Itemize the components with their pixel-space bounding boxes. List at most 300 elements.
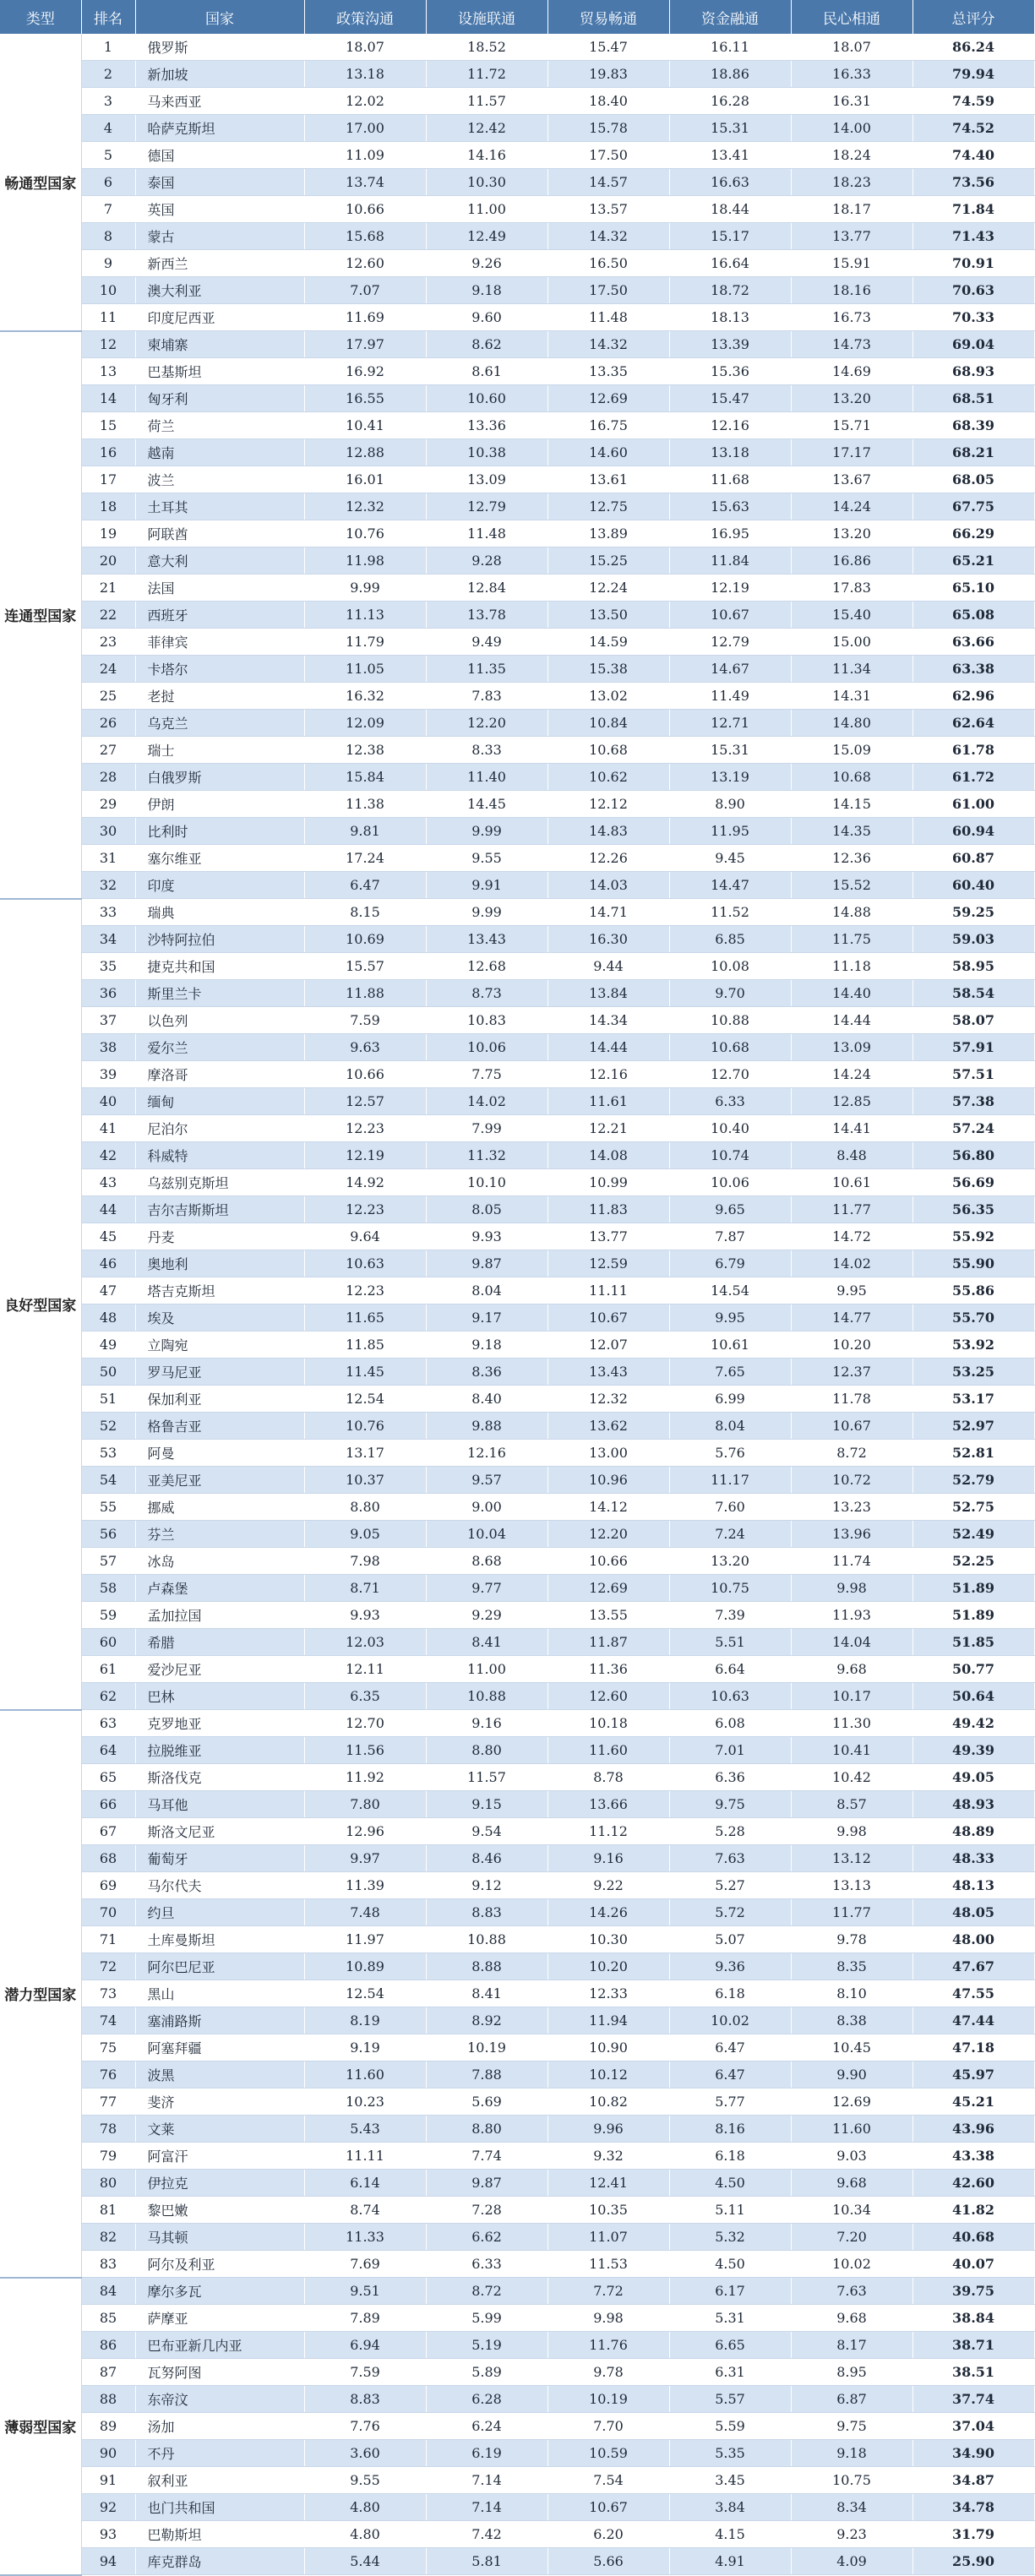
cell-policy: 18.07: [304, 34, 426, 61]
cell-facilities: 9.49: [426, 629, 547, 656]
cell-country: 阿尔及利亚: [135, 2251, 304, 2278]
cell-rank: 35: [81, 953, 135, 980]
cell-facilities: 12.20: [426, 710, 547, 737]
table-row: [0, 2143, 1034, 2170]
cell-total: 58.07: [912, 1007, 1034, 1034]
cell-rank: 52: [81, 1413, 135, 1440]
cell-people: 11.30: [791, 1710, 912, 1737]
cell-finance: 3.84: [669, 2494, 791, 2521]
cell-rank: 78: [81, 2116, 135, 2143]
cell-rank: 60: [81, 1629, 135, 1656]
cell-trade: 9.32: [547, 2143, 669, 2170]
cell-policy: 8.83: [304, 2386, 426, 2413]
cell-people: 14.15: [791, 791, 912, 818]
cell-total: 58.54: [912, 980, 1034, 1007]
cell-total: 86.24: [912, 34, 1034, 61]
cell-people: 17.17: [791, 439, 912, 466]
cell-trade: 13.89: [547, 520, 669, 547]
cell-finance: 11.84: [669, 547, 791, 575]
table-row: [0, 466, 1034, 493]
cell-finance: 8.90: [669, 791, 791, 818]
cell-total: 55.92: [912, 1223, 1034, 1250]
cell-policy: 12.54: [304, 1386, 426, 1413]
cell-rank: 85: [81, 2305, 135, 2332]
cell-facilities: 8.40: [426, 1386, 547, 1413]
table-row: [0, 1277, 1034, 1304]
cell-facilities: 10.04: [426, 1521, 547, 1548]
cell-finance: 16.95: [669, 520, 791, 547]
table-row: [0, 1575, 1034, 1602]
cell-total: 57.38: [912, 1088, 1034, 1115]
cell-people: 8.10: [791, 1980, 912, 2007]
cell-facilities: 9.91: [426, 872, 547, 899]
cell-finance: 13.39: [669, 331, 791, 358]
cell-total: 50.64: [912, 1683, 1034, 1710]
cell-trade: 5.66: [547, 2548, 669, 2575]
cell-country: 越南: [135, 439, 304, 466]
table-row: [0, 1548, 1034, 1575]
cell-people: 11.93: [791, 1602, 912, 1629]
cell-policy: 15.57: [304, 953, 426, 980]
cell-trade: 7.72: [547, 2278, 669, 2305]
table-row: [0, 2116, 1034, 2143]
table-row: [0, 2170, 1034, 2197]
cell-policy: 13.74: [304, 169, 426, 196]
table-row: [0, 872, 1034, 899]
cell-finance: 10.88: [669, 1007, 791, 1034]
cell-finance: 6.36: [669, 1764, 791, 1791]
cell-country: 瓦努阿图: [135, 2359, 304, 2386]
cell-facilities: 9.18: [426, 1332, 547, 1359]
cell-rank: 79: [81, 2143, 135, 2170]
cell-country: 黑山: [135, 1980, 304, 2007]
table-row: [0, 1034, 1034, 1061]
cell-policy: 8.71: [304, 1575, 426, 1602]
cell-trade: 14.32: [547, 331, 669, 358]
cell-facilities: 7.14: [426, 2467, 547, 2494]
cell-facilities: 12.68: [426, 953, 547, 980]
cell-facilities: 14.02: [426, 1088, 547, 1115]
cell-policy: 11.13: [304, 602, 426, 629]
cell-facilities: 9.87: [426, 2170, 547, 2197]
cell-total: 47.55: [912, 1980, 1034, 2007]
cell-rank: 41: [81, 1115, 135, 1142]
cell-total: 68.21: [912, 439, 1034, 466]
cell-country: 泰国: [135, 169, 304, 196]
cell-total: 49.39: [912, 1737, 1034, 1764]
cell-rank: 75: [81, 2034, 135, 2061]
cell-trade: 12.59: [547, 1250, 669, 1277]
cell-country: 萨摩亚: [135, 2305, 304, 2332]
cell-country: 俄罗斯: [135, 34, 304, 61]
cell-facilities: 9.99: [426, 899, 547, 926]
cell-country: 保加利亚: [135, 1386, 304, 1413]
cell-rank: 3: [81, 88, 135, 115]
cell-policy: 10.66: [304, 196, 426, 223]
cell-country: 卢森堡: [135, 1575, 304, 1602]
table-row: [0, 223, 1034, 250]
table-row: [0, 385, 1034, 412]
cell-rank: 40: [81, 1088, 135, 1115]
cell-rank: 82: [81, 2224, 135, 2251]
cell-rank: 18: [81, 493, 135, 520]
cell-people: 14.24: [791, 1061, 912, 1088]
cell-policy: 11.98: [304, 547, 426, 575]
cell-policy: 12.70: [304, 1710, 426, 1737]
cell-rank: 47: [81, 1277, 135, 1304]
cell-finance: 6.99: [669, 1386, 791, 1413]
group-type-label: 薄弱型国家: [0, 2278, 81, 2575]
cell-country: 阿尔巴尼亚: [135, 1953, 304, 1980]
cell-facilities: 7.75: [426, 1061, 547, 1088]
cell-rank: 16: [81, 439, 135, 466]
cell-rank: 66: [81, 1791, 135, 1818]
table-row: [0, 61, 1034, 88]
cell-finance: 13.18: [669, 439, 791, 466]
cell-people: 15.91: [791, 250, 912, 277]
cell-trade: 13.62: [547, 1413, 669, 1440]
cell-finance: 4.50: [669, 2251, 791, 2278]
cell-finance: 7.60: [669, 1494, 791, 1521]
header-facilities: 设施联通: [426, 0, 547, 34]
cell-people: 10.75: [791, 2467, 912, 2494]
cell-policy: 7.76: [304, 2413, 426, 2440]
table-row: [0, 2359, 1034, 2386]
cell-country: 约旦: [135, 1899, 304, 1926]
cell-rank: 21: [81, 575, 135, 602]
cell-trade: 12.21: [547, 1115, 669, 1142]
cell-people: 8.95: [791, 2359, 912, 2386]
cell-facilities: 8.62: [426, 331, 547, 358]
table-body: [0, 34, 1034, 2575]
cell-trade: 14.26: [547, 1899, 669, 1926]
table-row: [0, 196, 1034, 223]
cell-facilities: 11.57: [426, 88, 547, 115]
cell-policy: 12.54: [304, 1980, 426, 2007]
cell-trade: 12.33: [547, 1980, 669, 2007]
cell-facilities: 6.28: [426, 2386, 547, 2413]
cell-total: 57.51: [912, 1061, 1034, 1088]
cell-people: 18.16: [791, 277, 912, 304]
table-row: [0, 2089, 1034, 2116]
cell-country: 摩尔多瓦: [135, 2278, 304, 2305]
table-row: [0, 1304, 1034, 1332]
cell-rank: 54: [81, 1467, 135, 1494]
cell-trade: 14.59: [547, 629, 669, 656]
cell-trade: 14.83: [547, 818, 669, 845]
cell-total: 70.91: [912, 250, 1034, 277]
cell-trade: 16.75: [547, 412, 669, 439]
cell-total: 51.89: [912, 1602, 1034, 1629]
cell-country: 斯洛伐克: [135, 1764, 304, 1791]
cell-rank: 2: [81, 61, 135, 88]
cell-country: 亚美尼亚: [135, 1467, 304, 1494]
cell-rank: 43: [81, 1169, 135, 1196]
cell-trade: 10.12: [547, 2061, 669, 2089]
cell-policy: 9.93: [304, 1602, 426, 1629]
cell-policy: 11.65: [304, 1304, 426, 1332]
cell-finance: 6.33: [669, 1088, 791, 1115]
cell-trade: 15.25: [547, 547, 669, 575]
cell-people: 9.95: [791, 1277, 912, 1304]
table-row: [0, 683, 1034, 710]
cell-policy: 9.05: [304, 1521, 426, 1548]
cell-policy: 12.23: [304, 1196, 426, 1223]
cell-facilities: 11.00: [426, 1656, 547, 1683]
cell-policy: 16.01: [304, 466, 426, 493]
cell-people: 13.67: [791, 466, 912, 493]
cell-trade: 11.53: [547, 2251, 669, 2278]
cell-total: 52.81: [912, 1440, 1034, 1467]
cell-policy: 12.23: [304, 1277, 426, 1304]
table-row: [0, 2197, 1034, 2224]
table-row: [0, 1386, 1034, 1413]
cell-people: 9.98: [791, 1818, 912, 1845]
cell-total: 55.70: [912, 1304, 1034, 1332]
cell-policy: 11.97: [304, 1926, 426, 1953]
cell-facilities: 11.72: [426, 61, 547, 88]
cell-rank: 26: [81, 710, 135, 737]
cell-country: 缅甸: [135, 1088, 304, 1115]
cell-facilities: 8.80: [426, 2116, 547, 2143]
cell-policy: 6.14: [304, 2170, 426, 2197]
cell-total: 56.80: [912, 1142, 1034, 1169]
cell-finance: 15.17: [669, 223, 791, 250]
cell-rank: 9: [81, 250, 135, 277]
cell-country: 匈牙利: [135, 385, 304, 412]
cell-total: 48.89: [912, 1818, 1034, 1845]
cell-country: 塞浦路斯: [135, 2007, 304, 2034]
cell-rank: 87: [81, 2359, 135, 2386]
cell-facilities: 12.49: [426, 223, 547, 250]
cell-country: 印度: [135, 872, 304, 899]
cell-facilities: 9.18: [426, 277, 547, 304]
table-row: [0, 899, 1034, 926]
cell-facilities: 8.80: [426, 1737, 547, 1764]
table-row: [0, 277, 1034, 304]
cell-country: 格鲁吉亚: [135, 1413, 304, 1440]
table-row: [0, 1818, 1034, 1845]
cell-finance: 5.51: [669, 1629, 791, 1656]
table-row: [0, 88, 1034, 115]
header-people: 民心相通: [791, 0, 912, 34]
cell-finance: 8.16: [669, 2116, 791, 2143]
cell-total: 43.38: [912, 2143, 1034, 2170]
cell-finance: 13.41: [669, 142, 791, 169]
cell-facilities: 11.57: [426, 1764, 547, 1791]
cell-country: 也门共和国: [135, 2494, 304, 2521]
cell-people: 14.35: [791, 818, 912, 845]
cell-finance: 7.01: [669, 1737, 791, 1764]
table-row: [0, 1899, 1034, 1926]
cell-trade: 13.43: [547, 1359, 669, 1386]
cell-rank: 56: [81, 1521, 135, 1548]
header-total: 总评分: [912, 0, 1034, 34]
cell-total: 42.60: [912, 2170, 1034, 2197]
cell-rank: 39: [81, 1061, 135, 1088]
cell-total: 68.05: [912, 466, 1034, 493]
cell-finance: 5.59: [669, 2413, 791, 2440]
cell-people: 14.69: [791, 358, 912, 385]
cell-country: 马来西亚: [135, 88, 304, 115]
group-type-label: 畅通型国家: [0, 34, 81, 331]
cell-facilities: 10.60: [426, 385, 547, 412]
table-row: [0, 1142, 1034, 1169]
cell-rank: 53: [81, 1440, 135, 1467]
cell-rank: 94: [81, 2548, 135, 2575]
cell-rank: 19: [81, 520, 135, 547]
cell-total: 47.18: [912, 2034, 1034, 2061]
table-row: [0, 115, 1034, 142]
cell-country: 丹麦: [135, 1223, 304, 1250]
cell-people: 15.40: [791, 602, 912, 629]
cell-trade: 11.87: [547, 1629, 669, 1656]
cell-policy: 7.69: [304, 2251, 426, 2278]
cell-rank: 10: [81, 277, 135, 304]
cell-facilities: 7.99: [426, 1115, 547, 1142]
cell-finance: 7.65: [669, 1359, 791, 1386]
cell-rank: 23: [81, 629, 135, 656]
cell-finance: 13.19: [669, 764, 791, 791]
table-row: [0, 926, 1034, 953]
table-row: [0, 1115, 1034, 1142]
table-row: [0, 1980, 1034, 2007]
cell-total: 60.94: [912, 818, 1034, 845]
cell-finance: 6.65: [669, 2332, 791, 2359]
cell-finance: 5.27: [669, 1872, 791, 1899]
cell-country: 柬埔寨: [135, 331, 304, 358]
cell-total: 52.49: [912, 1521, 1034, 1548]
cell-finance: 14.67: [669, 656, 791, 683]
cell-trade: 12.12: [547, 791, 669, 818]
table-row: [0, 737, 1034, 764]
cell-rank: 62: [81, 1683, 135, 1710]
cell-policy: 11.38: [304, 791, 426, 818]
cell-finance: 6.47: [669, 2061, 791, 2089]
table-row: [0, 602, 1034, 629]
cell-rank: 70: [81, 1899, 135, 1926]
cell-policy: 11.39: [304, 1872, 426, 1899]
cell-rank: 73: [81, 1980, 135, 2007]
cell-finance: 3.45: [669, 2467, 791, 2494]
cell-policy: 11.69: [304, 304, 426, 331]
cell-total: 34.78: [912, 2494, 1034, 2521]
cell-finance: 15.31: [669, 115, 791, 142]
cell-policy: 12.57: [304, 1088, 426, 1115]
cell-facilities: 6.19: [426, 2440, 547, 2467]
cell-policy: 4.80: [304, 2494, 426, 2521]
table-row: [0, 547, 1034, 575]
table-row: [0, 1250, 1034, 1277]
cell-total: 65.21: [912, 547, 1034, 575]
cell-trade: 17.50: [547, 277, 669, 304]
cell-finance: 16.11: [669, 34, 791, 61]
table-row: [0, 1440, 1034, 1467]
cell-facilities: 5.99: [426, 2305, 547, 2332]
cell-finance: 15.47: [669, 385, 791, 412]
cell-finance: 6.31: [669, 2359, 791, 2386]
cell-facilities: 10.38: [426, 439, 547, 466]
cell-total: 69.04: [912, 331, 1034, 358]
cell-facilities: 14.16: [426, 142, 547, 169]
cell-country: 哈萨克斯坦: [135, 115, 304, 142]
cell-country: 斯里兰卡: [135, 980, 304, 1007]
cell-people: 18.07: [791, 34, 912, 61]
cell-rank: 34: [81, 926, 135, 953]
table-row: [0, 1656, 1034, 1683]
cell-rank: 46: [81, 1250, 135, 1277]
cell-trade: 13.50: [547, 602, 669, 629]
cell-finance: 7.87: [669, 1223, 791, 1250]
cell-rank: 27: [81, 737, 135, 764]
cell-country: 斐济: [135, 2089, 304, 2116]
cell-rank: 13: [81, 358, 135, 385]
cell-rank: 67: [81, 1818, 135, 1845]
cell-people: 13.77: [791, 223, 912, 250]
cell-finance: 14.47: [669, 872, 791, 899]
cell-policy: 10.37: [304, 1467, 426, 1494]
cell-facilities: 10.88: [426, 1926, 547, 1953]
cell-trade: 11.94: [547, 2007, 669, 2034]
cell-country: 葡萄牙: [135, 1845, 304, 1872]
cell-rank: 38: [81, 1034, 135, 1061]
cell-people: 8.38: [791, 2007, 912, 2034]
cell-total: 70.33: [912, 304, 1034, 331]
cell-total: 52.79: [912, 1467, 1034, 1494]
cell-finance: 6.08: [669, 1710, 791, 1737]
cell-facilities: 8.72: [426, 2278, 547, 2305]
cell-people: 14.73: [791, 331, 912, 358]
cell-policy: 7.80: [304, 1791, 426, 1818]
cell-people: 12.85: [791, 1088, 912, 1115]
cell-facilities: 9.15: [426, 1791, 547, 1818]
cell-trade: 12.69: [547, 385, 669, 412]
cell-rank: 1: [81, 34, 135, 61]
cell-trade: 11.61: [547, 1088, 669, 1115]
cell-finance: 5.32: [669, 2224, 791, 2251]
cell-rank: 36: [81, 980, 135, 1007]
cell-finance: 13.20: [669, 1548, 791, 1575]
cell-people: 8.72: [791, 1440, 912, 1467]
cell-people: 11.34: [791, 656, 912, 683]
cell-trade: 8.78: [547, 1764, 669, 1791]
cell-finance: 10.02: [669, 2007, 791, 2034]
cell-rank: 72: [81, 1953, 135, 1980]
cell-rank: 86: [81, 2332, 135, 2359]
cell-people: 8.35: [791, 1953, 912, 1980]
table-row: [0, 1953, 1034, 1980]
cell-country: 波兰: [135, 466, 304, 493]
cell-finance: 5.07: [669, 1926, 791, 1953]
header-country: 国家: [135, 0, 304, 34]
cell-rank: 89: [81, 2413, 135, 2440]
table-row: [0, 2224, 1034, 2251]
cell-people: 10.42: [791, 1764, 912, 1791]
cell-finance: 18.86: [669, 61, 791, 88]
cell-total: 48.05: [912, 1899, 1034, 1926]
cell-facilities: 10.30: [426, 169, 547, 196]
group-type-label: 潜力型国家: [0, 1710, 81, 2278]
cell-facilities: 12.42: [426, 115, 547, 142]
cell-policy: 13.17: [304, 1440, 426, 1467]
cell-facilities: 8.41: [426, 1980, 547, 2007]
cell-country: 意大利: [135, 547, 304, 575]
cell-trade: 13.66: [547, 1791, 669, 1818]
table-row: [0, 1088, 1034, 1115]
table-row: [0, 250, 1034, 277]
cell-country: 立陶宛: [135, 1332, 304, 1359]
cell-people: 9.03: [791, 2143, 912, 2170]
